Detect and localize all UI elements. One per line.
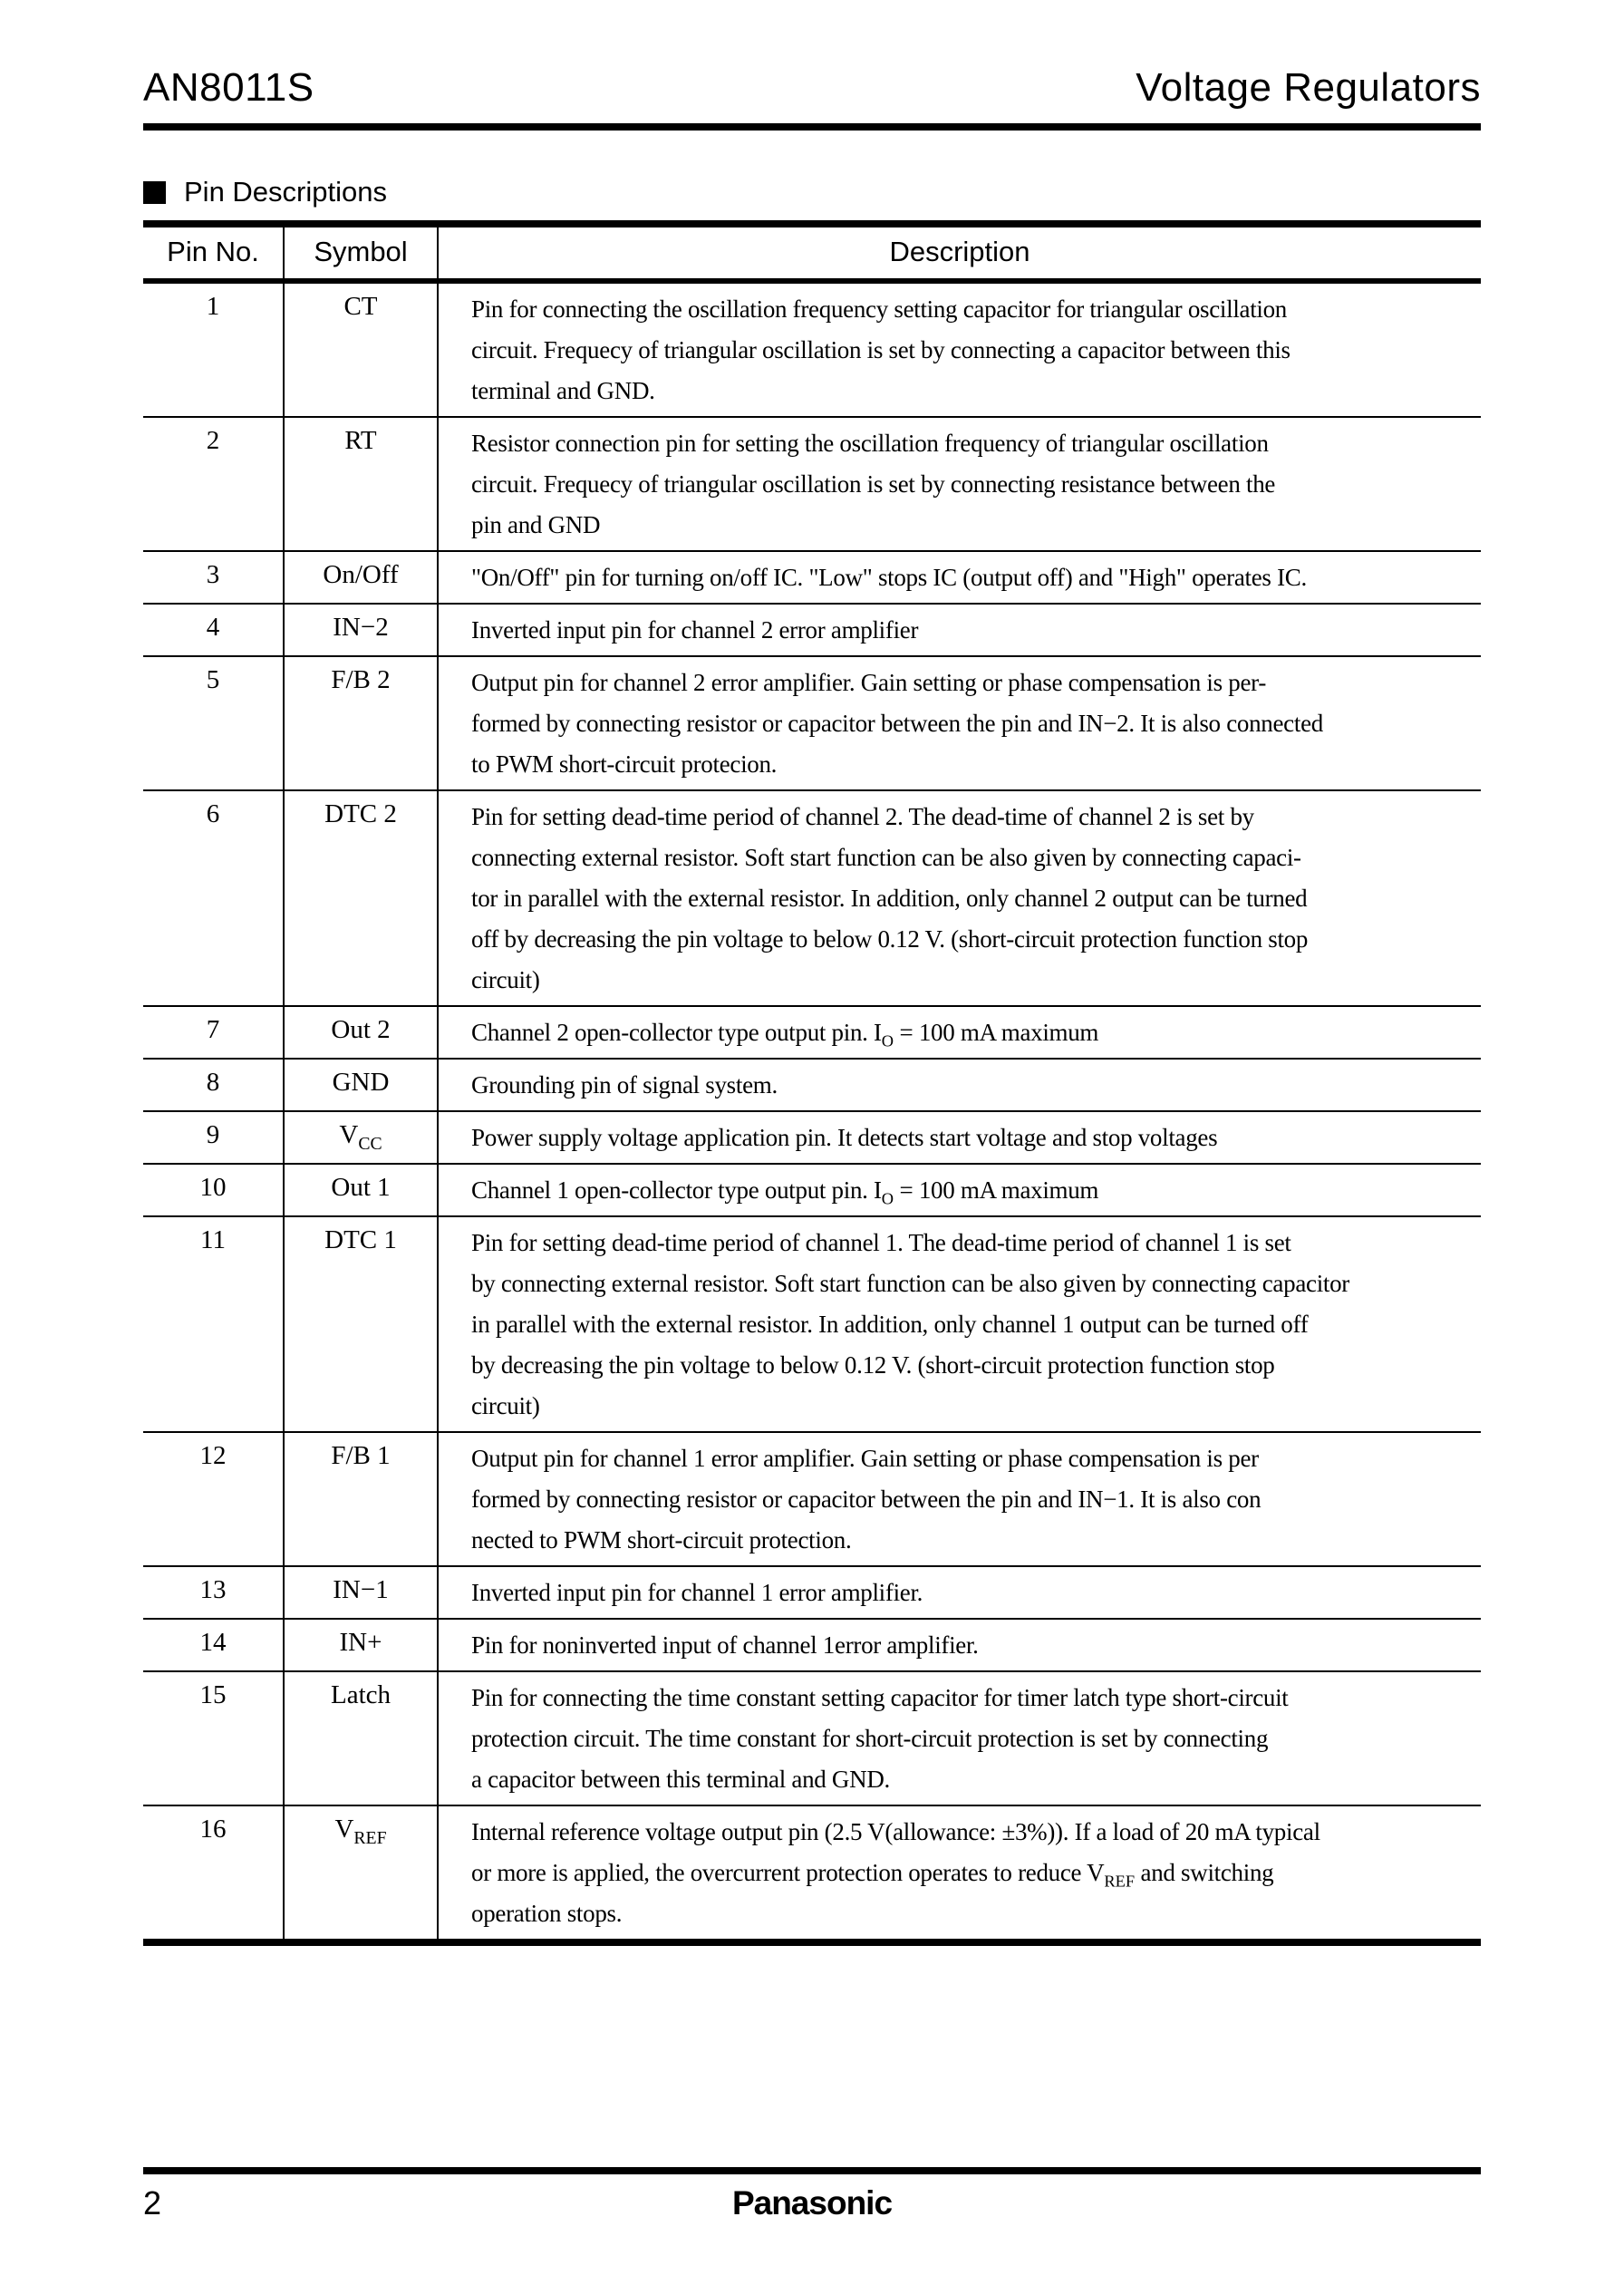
- pin-description-cell: [438, 1164, 1481, 1216]
- description-line: in parallel with the external resistor. In addition, only channel 1 output can be turned off: [471, 1311, 1309, 1338]
- table-row: [143, 656, 1481, 790]
- section-bullet-icon: [143, 181, 166, 204]
- description-line: Resistor connection pin for setting the oscillation frequency of triangular oscillation: [471, 430, 1269, 457]
- pin-symbol-cell: Out 1: [284, 1164, 438, 1216]
- pin-number-cell: 11: [143, 1216, 284, 1432]
- footer-divider: [143, 2167, 1481, 2174]
- table-row: [143, 1111, 1481, 1164]
- pin-number-cell: 14: [143, 1619, 284, 1671]
- description-line: formed by connecting resistor or capacitor between the pin and IN−1. It is also con: [471, 1486, 1262, 1513]
- header-divider: [143, 123, 1481, 131]
- pin-description-cell: [438, 1619, 1481, 1671]
- table-row: [143, 1566, 1481, 1619]
- part-number: AN8011S: [143, 65, 314, 110]
- table-row: [143, 1671, 1481, 1805]
- pin-description-cell: [438, 1111, 1481, 1164]
- pin-symbol-cell: GND: [284, 1059, 438, 1111]
- pin-description-cell: [438, 1059, 1481, 1111]
- description-line: by decreasing the pin voltage to below 0.12 V. (short-circuit protection function stop: [471, 1351, 1275, 1379]
- page-number: 2: [143, 2184, 162, 2221]
- description-line: circuit. Frequecy of triangular oscillation is set by connecting resistance between the: [471, 470, 1276, 498]
- description-line: Pin for connecting the oscillation frequency setting capacitor for triangular oscillation: [471, 295, 1288, 323]
- description-line: by connecting external resistor. Soft start function can be also given by connecting capacitor: [471, 1270, 1349, 1297]
- description-line: Output pin for channel 2 error amplifier. Gain setting or phase compensation is per-: [471, 669, 1267, 696]
- pin-description-cell: [438, 1566, 1481, 1619]
- description-line: protection circuit. The time constant for short-circuit protection is set by connecting: [471, 1725, 1269, 1752]
- table-row: [143, 1432, 1481, 1566]
- description-line: operation stops.: [471, 1900, 623, 1927]
- table-row: [143, 790, 1481, 1006]
- pin-symbol-cell: $V_{CC}$: [284, 1111, 438, 1164]
- column-header-description: Description: [438, 224, 1481, 281]
- pin-symbol-cell: IN+: [284, 1619, 438, 1671]
- pin-symbol-cell: On/Off: [284, 551, 438, 604]
- pin-number-cell: 5: [143, 656, 284, 790]
- description-line: Channel 1 open-collector type output pin. $I_O = 100$ mA maximum: [471, 1176, 1099, 1208]
- pin-symbol-cell: IN−1: [284, 1566, 438, 1619]
- pin-description-cell: [438, 417, 1481, 551]
- table-row: [143, 1619, 1481, 1671]
- description-line: Output pin for channel 1 error amplifier. Gain setting or phase compensation is per: [471, 1445, 1259, 1472]
- section-title-label: Pin Descriptions: [184, 176, 387, 208]
- pin-number-cell: 16: [143, 1805, 284, 1942]
- category-title: Voltage Regulators: [1136, 65, 1481, 110]
- description-line: Internal reference voltage output pin (2.5 V(allowance: ±3%)). If a load of 20 mA typical: [471, 1818, 1320, 1845]
- pin-number-cell: 3: [143, 551, 284, 604]
- pin-symbol-cell: Latch: [284, 1671, 438, 1805]
- description-line: Inverted input pin for channel 2 error amplifier: [471, 616, 919, 644]
- pin-symbol-cell: DTC 1: [284, 1216, 438, 1432]
- pin-description-cell: [438, 1006, 1481, 1059]
- table-row: [143, 417, 1481, 551]
- table-row: [143, 1164, 1481, 1216]
- pin-symbol-cell: F/B 1: [284, 1432, 438, 1566]
- description-line: Channel 2 open-collector type output pin. $I_O = 100$ mA maximum: [471, 1019, 1099, 1050]
- pin-descriptions-table: [143, 220, 1481, 1946]
- section-title: [143, 176, 1481, 208]
- pin-symbol-cell: IN−2: [284, 604, 438, 656]
- pin-number-cell: 9: [143, 1111, 284, 1164]
- description-line: Pin for setting dead-time period of channel 2. The dead-time of channel 2 is set by: [471, 803, 1254, 830]
- document-header: [143, 0, 1481, 111]
- table-row: [143, 281, 1481, 417]
- pin-description-cell: [438, 656, 1481, 790]
- description-line: pin and GND: [471, 511, 601, 538]
- table-row: [143, 604, 1481, 656]
- pin-description-cell: [438, 1671, 1481, 1805]
- description-line: connecting external resistor. Soft start function can be also given by connecting capaci-: [471, 844, 1301, 871]
- pin-number-cell: 15: [143, 1671, 284, 1805]
- pin-number-cell: 2: [143, 417, 284, 551]
- description-line: or more is applied, the overcurrent protection operates to reduce $V_{REF}$ and switching: [471, 1859, 1274, 1891]
- brand-logo: Panasonic: [731, 2184, 893, 2221]
- pin-number-cell: 12: [143, 1432, 284, 1566]
- description-line: Grounding pin of signal system.: [471, 1071, 778, 1099]
- table-row: [143, 1805, 1481, 1942]
- pin-number-cell: 6: [143, 790, 284, 1006]
- description-line: tor in parallel with the external resistor. In addition, only channel 2 output can be turned: [471, 885, 1308, 912]
- pin-description-cell: [438, 604, 1481, 656]
- description-line: Inverted input pin for channel 1 error amplifier.: [471, 1579, 923, 1606]
- description-line: terminal and GND.: [471, 377, 655, 404]
- document-footer: [143, 2167, 1481, 2224]
- pin-number-cell: 4: [143, 604, 284, 656]
- description-line: Power supply voltage application pin. It detects start voltage and stop voltages: [471, 1124, 1218, 1151]
- pin-description-cell: [438, 1216, 1481, 1432]
- pin-description-cell: [438, 551, 1481, 604]
- pin-description-cell: [438, 1805, 1481, 1942]
- description-line: Pin for setting dead-time period of channel 1. The dead-time period of channel 1 is set: [471, 1229, 1291, 1256]
- pin-description-cell: [438, 790, 1481, 1006]
- description-line: circuit. Frequecy of triangular oscillation is set by connecting a capacitor between this: [471, 336, 1290, 363]
- pin-number-cell: 13: [143, 1566, 284, 1619]
- pin-symbol-cell: RT: [284, 417, 438, 551]
- description-line: off by decreasing the pin voltage to below 0.12 V. (short-circuit protection function stop: [471, 925, 1309, 953]
- pin-description-cell: [438, 1432, 1481, 1566]
- description-line: a capacitor between this terminal and GND.: [471, 1766, 890, 1793]
- description-line: formed by connecting resistor or capacitor between the pin and IN−2. It is also connected: [471, 710, 1323, 737]
- description-line: Pin for connecting the time constant setting capacitor for timer latch type short-circuit: [471, 1684, 1289, 1711]
- pin-number-cell: 1: [206, 292, 220, 321]
- pin-symbol-cell: DTC 2: [284, 790, 438, 1006]
- pin-table-body: [143, 281, 1481, 1942]
- column-header-symbol: Symbol: [284, 224, 438, 281]
- table-row: [143, 1216, 1481, 1432]
- pin-description-cell: [438, 281, 1481, 417]
- description-line: to PWM short-circuit protecion.: [471, 750, 778, 778]
- table-header: [143, 224, 1481, 281]
- description-line: nected to PWM short-circuit protection.: [471, 1526, 852, 1554]
- pin-symbol-cell: $V_{REF}$: [284, 1805, 438, 1942]
- pin-number-cell: 7: [143, 1006, 284, 1059]
- description-line: "On/Off" pin for turning on/off IC. "Low" stops IC (output off) and "High" operates IC.: [471, 564, 1307, 591]
- pin-number-cell: 10: [143, 1164, 284, 1216]
- column-header-pin-no: Pin No.: [143, 224, 284, 281]
- pin-symbol-cell: CT: [284, 281, 438, 417]
- pin-symbol-cell: Out 2: [284, 1006, 438, 1059]
- table-row: [143, 1059, 1481, 1111]
- pin-number-cell: 8: [143, 1059, 284, 1111]
- description-line: Pin for noninverted input of channel 1error amplifier.: [471, 1631, 979, 1659]
- table-row: [143, 551, 1481, 604]
- description-line: circuit): [471, 966, 540, 993]
- pin-symbol-cell: F/B 2: [284, 656, 438, 790]
- table-row: [143, 1006, 1481, 1059]
- description-line: circuit): [471, 1392, 540, 1419]
